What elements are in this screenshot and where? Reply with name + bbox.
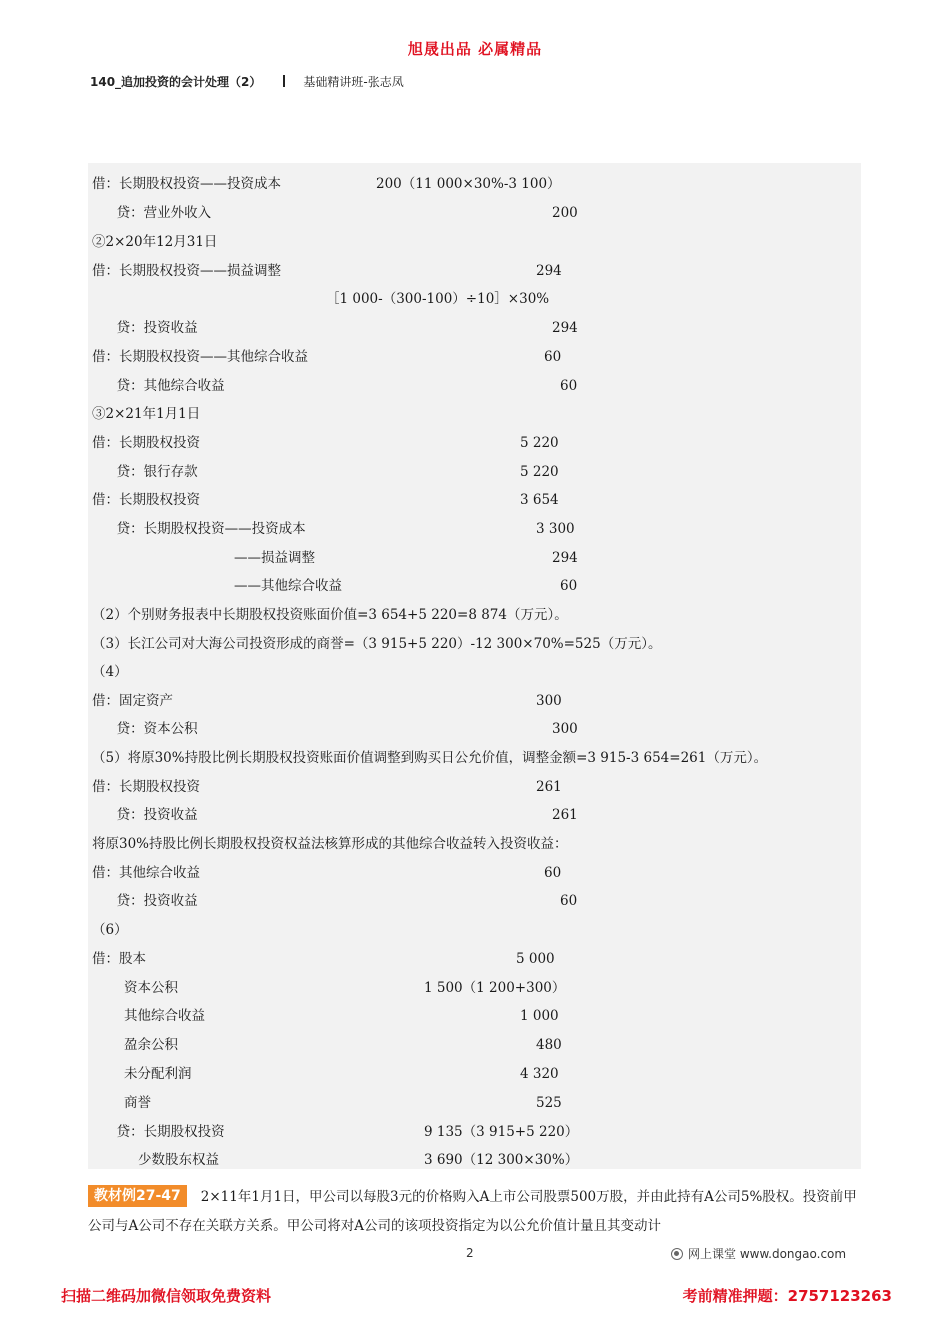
journal-account: 贷：投资收益 [108, 893, 198, 909]
journal-line [88, 290, 861, 308]
journal-account: （4） [92, 664, 128, 680]
lecture-title: 140_追加投资的会计处理（2） [90, 75, 262, 89]
journal-amount: 525 [536, 1095, 562, 1111]
journal-account: 贷：其他综合收益 [108, 378, 225, 394]
journal-amount: 3 690（12 300×30%） [424, 1152, 579, 1168]
journal-account: 借：长期股权投资 [92, 779, 200, 795]
qr-notice: 扫描二维码加微信领取免费资料 [61, 1287, 272, 1305]
journal-line [88, 204, 861, 222]
journal-account: ③2×21年1月1日 [92, 406, 201, 422]
journal-account: 贷：长期股权投资——投资成本 [108, 521, 306, 537]
journal-amount: 200 [552, 205, 578, 221]
journal-entries-panel [88, 163, 861, 1169]
journal-account: 借：长期股权投资 [92, 435, 200, 451]
journal-amount: 300 [552, 721, 578, 737]
journal-account: 商誉 [124, 1095, 151, 1111]
journal-account: 借：长期股权投资——投资成本 [92, 176, 281, 192]
journal-line [88, 806, 861, 824]
journal-amount: 1 000 [520, 1008, 559, 1024]
journal-account: （5）将原30%持股比例长期股权投资账面价值调整到购买日公允价值，调整金额=3 915-3 654=261（万元）。 [92, 750, 768, 766]
journal-account: 借：股本 [92, 951, 146, 967]
journal-line [88, 892, 861, 910]
journal-account: 其他综合收益 [124, 1008, 205, 1024]
footer-brand [671, 1245, 846, 1262]
journal-account: 贷：投资收益 [108, 320, 198, 336]
header-divider [283, 75, 285, 87]
journal-line [88, 348, 861, 366]
journal-amount: 200（11 000×30%-3 100） [376, 176, 561, 192]
journal-amount: 5 220 [520, 464, 559, 480]
journal-amount: 9 135（3 915+5 220） [424, 1124, 579, 1140]
brand-text: 网上课堂 www.dongao.com [688, 1247, 847, 1261]
journal-account: （6） [92, 922, 128, 938]
journal-amount: 3 300 [536, 521, 575, 537]
journal-line [88, 1036, 861, 1054]
journal-line [88, 921, 861, 939]
journal-line [88, 434, 861, 452]
journal-line [88, 749, 861, 767]
journal-account: （2）个别财务报表中长期股权投资账面价值=3 654+5 220=8 874（万元）。 [92, 607, 568, 623]
journal-amount: 5 220 [520, 435, 559, 451]
journal-line [88, 1094, 861, 1112]
course-name: 基础精讲班-张志凤 [303, 75, 404, 89]
journal-account: 借：固定资产 [92, 693, 173, 709]
journal-account: 未分配利润 [124, 1066, 192, 1082]
journal-amount: 60 [544, 349, 562, 365]
journal-amount: 261 [552, 807, 578, 823]
journal-account: ——损益调整 [234, 550, 315, 566]
journal-amount: 60 [544, 865, 562, 881]
journal-account: 借：长期股权投资——损益调整 [92, 263, 281, 279]
journal-line [88, 864, 861, 882]
journal-line [88, 175, 861, 193]
journal-amount: 60 [560, 893, 578, 909]
journal-line [88, 520, 861, 538]
journal-amount: 5 000 [516, 951, 555, 967]
journal-line [88, 1123, 861, 1141]
journal-line [88, 635, 861, 653]
journal-line [88, 778, 861, 796]
top-banner: 旭晟出品 必属精品 [407, 40, 543, 58]
page-number: 2 [466, 1246, 474, 1260]
journal-line [88, 1065, 861, 1083]
journal-line [88, 1007, 861, 1025]
journal-line [88, 491, 861, 509]
journal-line [88, 663, 861, 681]
journal-line [88, 1151, 861, 1169]
journal-account: 贷：长期股权投资 [108, 1124, 225, 1140]
journal-amount: 294 [552, 550, 578, 566]
textbook-example [88, 1183, 863, 1241]
journal-account: 盈余公积 [124, 1037, 178, 1053]
journal-account: 贷：营业外收入 [108, 205, 212, 221]
journal-account: 资本公积 [124, 980, 178, 996]
journal-line [88, 405, 861, 423]
journal-line [88, 950, 861, 968]
journal-line [88, 233, 861, 251]
journal-line [88, 979, 861, 997]
journal-account: 贷：投资收益 [108, 807, 198, 823]
journal-account: 将原30%持股比例长期股权投资权益法核算形成的其他综合收益转入投资收益： [92, 836, 568, 852]
journal-account: ——其他综合收益 [234, 578, 342, 594]
example-text: 2×11年1月1日，甲公司以每股3元的价格购入A上市公司股票500万股，并由此持有A公司5%股权。投资前甲公司与A公司不存在关联方关系。甲公司将对A公司的该项投资指定为以公允价值计量且其变动计 [88, 1189, 857, 1234]
journal-amount: 294 [552, 320, 578, 336]
journal-account: ②2×20年12月31日 [92, 234, 218, 250]
journal-account: 贷：银行存款 [108, 464, 198, 480]
journal-account: 贷：资本公积 [108, 721, 198, 737]
journal-line [88, 549, 861, 567]
journal-account: 借：长期股权投资 [92, 492, 200, 508]
journal-amount: 4 320 [520, 1066, 559, 1082]
journal-account: 借：其他综合收益 [92, 865, 200, 881]
journal-amount: 480 [536, 1037, 562, 1053]
journal-amount: 3 654 [520, 492, 559, 508]
journal-amount: 60 [560, 378, 578, 394]
page-header [90, 73, 404, 90]
journal-account: 借：长期股权投资——其他综合收益 [92, 349, 308, 365]
journal-line [88, 692, 861, 710]
journal-amount: 60 [560, 578, 578, 594]
journal-line [88, 577, 861, 595]
journal-account: 少数股东权益 [138, 1152, 219, 1168]
brand-logo-icon [671, 1248, 683, 1260]
journal-amount: ［1 000-（300-100）÷10］×30% [326, 291, 550, 307]
journal-amount: 261 [536, 779, 562, 795]
example-badge: 教材例27-47 [88, 1185, 187, 1207]
journal-amount: 300 [536, 693, 562, 709]
journal-line [88, 463, 861, 481]
journal-line [88, 835, 861, 853]
journal-account: （3）长江公司对大海公司投资形成的商誉=（3 915+5 220）-12 300×70%=525（万元）。 [92, 636, 662, 652]
journal-line [88, 319, 861, 337]
journal-line [88, 262, 861, 280]
journal-amount: 294 [536, 263, 562, 279]
journal-line [88, 377, 861, 395]
contact-notice: 考前精准押题：2757123263 [682, 1287, 892, 1305]
journal-line [88, 720, 861, 738]
journal-amount: 1 500（1 200+300） [424, 980, 566, 996]
journal-line [88, 606, 861, 624]
